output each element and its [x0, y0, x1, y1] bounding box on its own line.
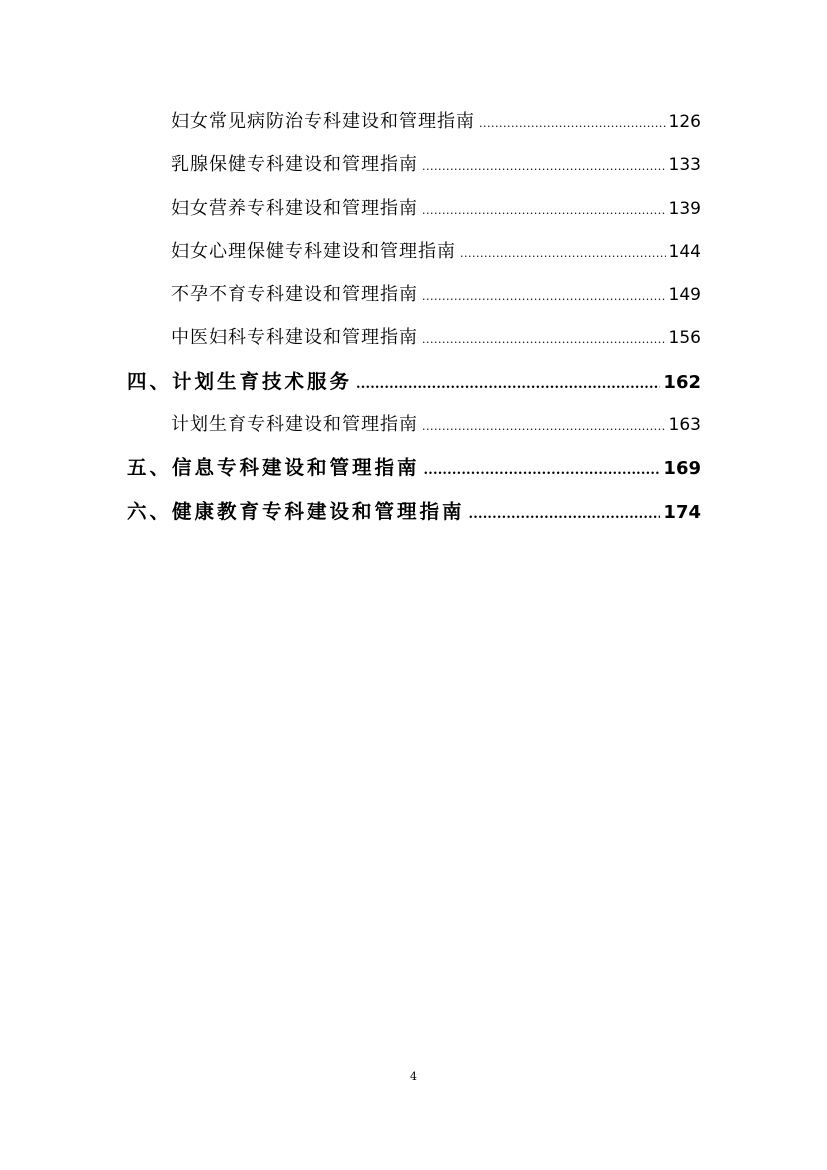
toc-entry-page: 133	[668, 155, 701, 175]
toc-entry-page: 149	[668, 285, 701, 305]
toc-entry-title: 妇女心理保健专科建设和管理指南	[171, 241, 456, 262]
toc-entry-page: 126	[668, 112, 701, 132]
toc-entry-page: 144	[668, 242, 701, 262]
toc-dot-leader	[422, 152, 666, 182]
toc-section-page: 174	[663, 502, 701, 523]
toc-dot-leader	[422, 196, 666, 226]
toc-dot-leader	[424, 456, 661, 486]
toc-entry[interactable]	[171, 107, 701, 137]
toc-entry[interactable]	[171, 280, 701, 310]
toc-dot-leader	[422, 325, 666, 355]
toc-entry-title: 妇女常见病防治专科建设和管理指南	[171, 111, 475, 132]
toc-entry-title: 计划生育专科建设和管理指南	[171, 414, 418, 435]
toc-entry-title: 中医妇科专科建设和管理指南	[171, 327, 418, 348]
toc-entry-page: 139	[668, 199, 701, 219]
toc-entry[interactable]	[171, 194, 701, 224]
toc-entry-title: 妇女营养专科建设和管理指南	[171, 198, 418, 219]
toc-section-page: 169	[663, 458, 701, 479]
toc-entry-title: 不孕不育专科建设和管理指南	[171, 284, 418, 305]
toc-entry-title: 乳腺保健专科建设和管理指南	[171, 154, 418, 175]
toc-dot-leader	[356, 370, 660, 400]
toc-section[interactable]	[127, 453, 701, 483]
toc-dot-leader	[460, 239, 666, 269]
toc-entry[interactable]	[171, 150, 701, 180]
toc-entry[interactable]	[171, 237, 701, 267]
page-number: 4	[410, 1070, 417, 1083]
toc-section[interactable]	[127, 497, 701, 527]
toc-dot-leader	[479, 109, 666, 139]
toc-entry[interactable]	[171, 323, 701, 353]
toc-entry[interactable]	[171, 410, 701, 440]
toc-section-title: 四、计划生育技术服务	[127, 370, 353, 393]
table-of-contents	[0, 0, 827, 540]
toc-section-page: 162	[663, 372, 701, 393]
toc-dot-leader	[469, 500, 661, 530]
toc-dot-leader	[422, 282, 666, 312]
toc-section[interactable]	[127, 367, 701, 397]
toc-entry-page: 156	[668, 328, 701, 348]
toc-dot-leader	[422, 412, 666, 442]
toc-entry-page: 163	[668, 415, 701, 435]
toc-section-title: 六、健康教育专科建设和管理指南	[127, 500, 465, 523]
toc-section-title: 五、信息专科建设和管理指南	[127, 456, 420, 479]
